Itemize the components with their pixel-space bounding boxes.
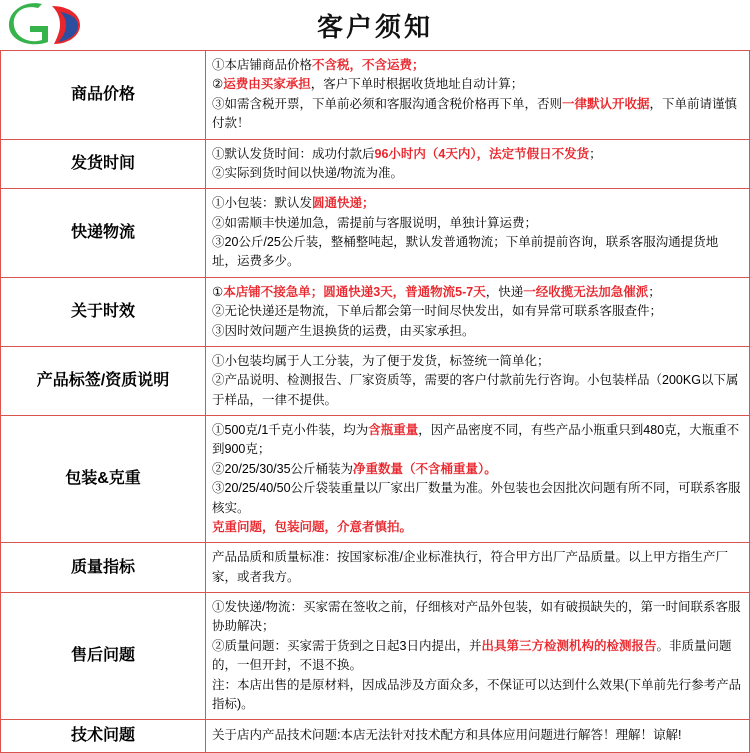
- table-row: [1, 346, 750, 415]
- plain-text: 。非质量问题的，一但开封，不退不换。: [212, 638, 732, 673]
- content-line: [212, 421, 743, 460]
- content-line: [212, 164, 743, 183]
- row-label: 快递物流: [1, 189, 206, 278]
- plain-text: ①500克/1千克小件装，均为: [212, 423, 369, 437]
- plain-text: ②质量问题：买家需于货到之日起3日内提出，并: [212, 638, 482, 653]
- row-content: [206, 139, 750, 189]
- content-line: [212, 56, 743, 75]
- plain-text: ①小包装：默认发: [212, 196, 313, 211]
- row-label: 商品价格: [1, 51, 206, 140]
- table-row: [1, 277, 750, 346]
- plain-text: ，客户下单时根据收货地址自动计算；: [310, 77, 524, 92]
- plain-text: ①本店铺商品价格: [212, 58, 313, 72]
- content-line: [212, 214, 743, 233]
- table-row: [1, 543, 750, 593]
- plain-text: ，因产品密度不同，有些产品小瓶重只到480克，大瓶重不到900克；: [212, 423, 740, 457]
- content-line: [212, 194, 743, 213]
- highlight-text: 一经收揽无法加急催派: [523, 284, 649, 299]
- content-line: [212, 637, 743, 676]
- content-line: [212, 460, 743, 479]
- page-title: 客户须知: [316, 11, 433, 42]
- table-row: [1, 416, 750, 543]
- row-content: [206, 720, 750, 753]
- row-content: [206, 189, 750, 278]
- plain-text: ；: [648, 284, 661, 299]
- plain-text: ①: [212, 284, 224, 299]
- row-label: 关于时效: [1, 277, 206, 346]
- content-line: [212, 145, 743, 164]
- highlight-text: 本店铺不接急单；圆通快递3天，普通物流5-7天: [223, 284, 486, 299]
- highlight-text: 净重数量（不含桶重量）。: [353, 461, 497, 476]
- row-content: [206, 51, 750, 140]
- plain-text: 关于店内产品技术问题:本店无法针对技术配方和具体应用问题进行解答！理解！谅解!: [212, 728, 682, 743]
- plain-text: ②: [212, 77, 224, 92]
- highlight-text: 含瓶重量: [368, 423, 419, 437]
- plain-text: ②产品说明、检测报告、厂家资质等，需要的客户付款前先行咨询。小包装样品（200KG以下属于样品，一律不提供。: [212, 373, 739, 407]
- table-row: [1, 51, 750, 140]
- row-content: [206, 543, 750, 593]
- content-line: [212, 479, 743, 518]
- highlight-text: 96小时内（4天内），法定节假日不发货: [374, 146, 590, 161]
- plain-text: ③因时效问题产生退换货的运费，由买家承担。: [212, 323, 475, 338]
- plain-text: ②实际到货时间以快递/物流为准。: [212, 165, 403, 180]
- row-content: [206, 346, 750, 415]
- highlight-text: 克重问题，包装问题，介意者慎拍。: [212, 519, 413, 534]
- highlight-text: 一律默认开收据: [562, 96, 650, 111]
- plain-text: ②无论快递还是物流，下单后都会第一时间尽快发出，如有异常可联系客服查件；: [212, 304, 663, 319]
- row-content: [206, 416, 750, 543]
- content-line: [212, 598, 743, 637]
- plain-text: ②20/25/30/35公斤桶装为: [212, 461, 354, 476]
- content-line: [212, 283, 743, 302]
- notice-table-body: [1, 51, 750, 753]
- content-line: [212, 322, 743, 341]
- plain-text: 产品品质和质量标准：按国家标准/企业标准执行，符合甲方出厂产品质量。以上甲方指生产厂家，或者我方。: [212, 550, 728, 584]
- content-line: [212, 726, 743, 745]
- row-content: [206, 277, 750, 346]
- content-line: [212, 352, 743, 371]
- content-line: [212, 302, 743, 321]
- document-header: [0, 0, 750, 50]
- content-line: [212, 676, 743, 715]
- table-row: [1, 189, 750, 278]
- content-line: [212, 548, 743, 587]
- row-label: 产品标签/资质说明: [1, 346, 206, 415]
- plain-text: ②如需顺丰快递加急，需提前与客服说明，单独计算运费；: [212, 215, 538, 230]
- content-line: [212, 75, 743, 94]
- content-line: [212, 95, 743, 134]
- plain-text: ，快递: [485, 284, 524, 299]
- highlight-text: 不含税，不含运费；: [312, 58, 425, 72]
- row-label: 发货时间: [1, 139, 206, 189]
- row-content: [206, 593, 750, 720]
- plain-text: ，下单前请谨慎付款！: [212, 96, 738, 131]
- row-label: 质量指标: [1, 543, 206, 593]
- plain-text: 注：本店出售的是原材料，因成品涉及方面众多，不保证可以达到什么效果(下单前先行参考产品指标)。: [212, 677, 742, 711]
- content-line: [212, 518, 743, 537]
- content-line: [212, 233, 743, 272]
- table-row: [1, 593, 750, 720]
- row-label: 技术问题: [1, 720, 206, 753]
- plain-text: ③20公斤/25公斤装，整桶整吨起，默认发普通物流；下单前提前咨询，联系客服沟通提货地址，运费多少。: [212, 235, 719, 269]
- content-line: [212, 371, 743, 410]
- row-label: 售后问题: [1, 593, 206, 720]
- highlight-text: 圆通快递；: [312, 196, 375, 211]
- table-row: [1, 720, 750, 753]
- plain-text: ③如需含税开票，下单前必须和客服沟通含税价格再下单，否则: [212, 96, 563, 111]
- table-row: [1, 139, 750, 189]
- notice-table: [0, 50, 750, 753]
- plain-text: ③20/25/40/50公斤袋装重量以厂家出厂数量为准。外包装也会因批次问题有所不同，可联系客服核实。: [212, 481, 741, 515]
- plain-text: ；: [589, 146, 602, 161]
- highlight-text: 运费由买家承担: [223, 77, 311, 92]
- plain-text: ①小包装均属于人工分装，为了便于发货，标签统一简单化；: [212, 353, 550, 368]
- plain-text: ①默认发货时间：成功付款后: [212, 146, 375, 161]
- company-logo: [8, 2, 88, 48]
- plain-text: ①发快递/物流：买家需在签收之前，仔细核对产品外包装，如有破损缺失的，第一时间联系客服协助解决；: [212, 600, 741, 634]
- highlight-text: 出具第三方检测机构的检测报告: [481, 638, 657, 653]
- row-label: 包装&克重: [1, 416, 206, 543]
